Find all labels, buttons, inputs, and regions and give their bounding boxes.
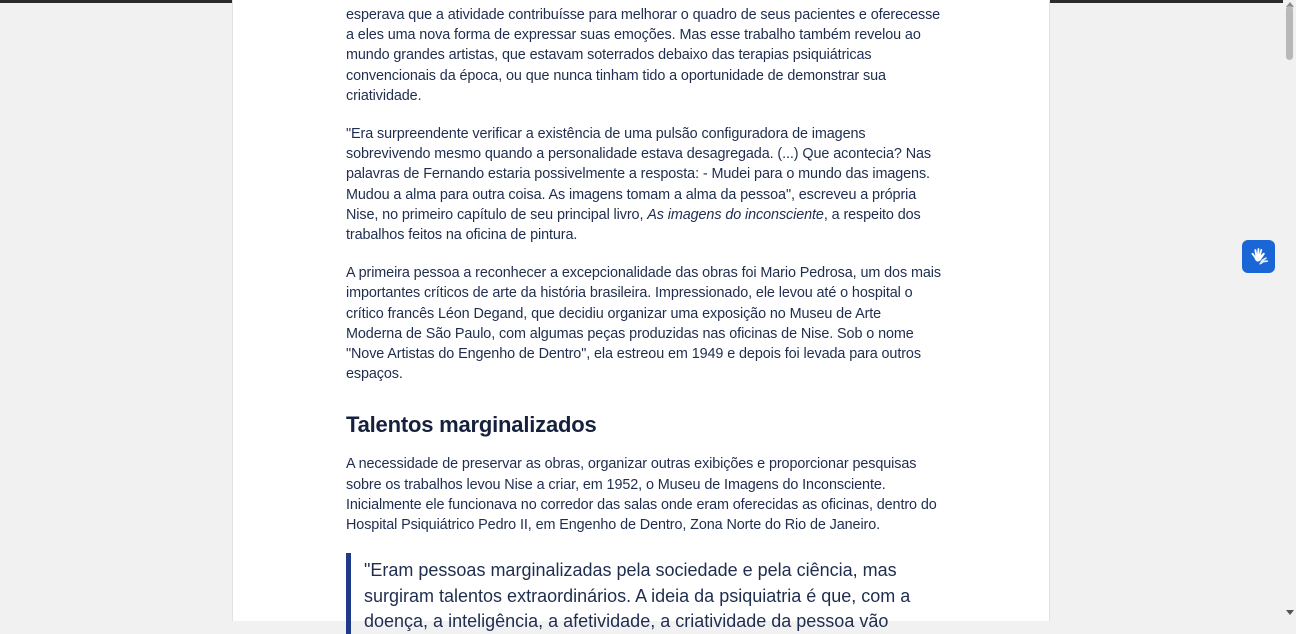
paragraph-pedrosa: A primeira pessoa a reconhecer a excepcionalidade das obras foi Mario Pedrosa, um dos mais importantes críticos de arte da história brasileira. Impressionado, ele levou até o hospital o crítico francês Léon Degand, que decidiu organizar uma exposição no Museu de Arte Moderna de São Paulo, com algumas peças produzidas nas oficinas de Nise. Sob o nome "Nove Artistas do Engenho de Dentro", ela estreou em 1949 e depois foi levada para outros espaços. <box>346 265 941 383</box>
book-title: As imagens do inconsciente <box>647 206 824 223</box>
page-scrollbar[interactable] <box>1283 0 1296 621</box>
paragraph-intro: esperava que a atividade contribuísse para melhorar o quadro de seus pacientes e oferecesse a eles uma nova forma de expressar suas emoções. Mas esse trabalho também revelou ao mundo grandes artistas, que estavam soterrados debaixo das terapias psiquiátricas convencionais da época, ou que nunca tinham tido a oportunidade de demonstrar sua criatividade. <box>346 7 941 104</box>
article-container <box>232 0 1050 631</box>
paragraph-nise-quote <box>346 124 941 245</box>
paragraph-museu: A necessidade de preservar as obras, organizar outras exibições e proporcionar pesquisas sobre os trabalhos levou Nise a criar, em 1952, o Museu de Imagens do Inconsciente. Inicialmente ele funcionava no corredor das salas onde eram oferecidas as oficinas, dentro do Hospital Psiquiátrico Pedro II, em Engenho de Dentro, Zona Norte do Rio de Janeiro. <box>346 456 937 534</box>
sign-language-hand-icon <box>1248 246 1270 268</box>
section-heading: Talentos marginalizados <box>346 412 597 438</box>
article-content <box>346 5 941 634</box>
blockquote: "Eram pessoas marginalizadas pela sociedade e pela ciência, mas surgiram talentos extraordinários. A ideia da psiquiatria é que, com a doença, a inteligência, a afetividade, a criatividade da pessoa vão <box>346 553 941 634</box>
scrollbar-thumb[interactable] <box>1286 6 1293 60</box>
quote-text-end: , a respeito dos trabalhos feitos na oficina de pintura. <box>346 206 921 244</box>
scroll-down-arrow-icon[interactable] <box>1286 610 1294 615</box>
quote-text-start: "Era surpreendente verificar a existência de uma pulsão configuradora de imagens sobrevivendo mesmo quando a personalidade estava desagregada. (...) Que acontecia? Nas palavras de Fernando estaria possivelmente a resposta: - Mudei para o mundo das imagens. Mudou a alma para outra coisa. As imagens tomam a alma da pessoa", escreveu a própria Nise, no primeiro capítulo de seu principal livro, <box>346 126 931 223</box>
accessibility-widget-button[interactable] <box>1242 240 1275 273</box>
